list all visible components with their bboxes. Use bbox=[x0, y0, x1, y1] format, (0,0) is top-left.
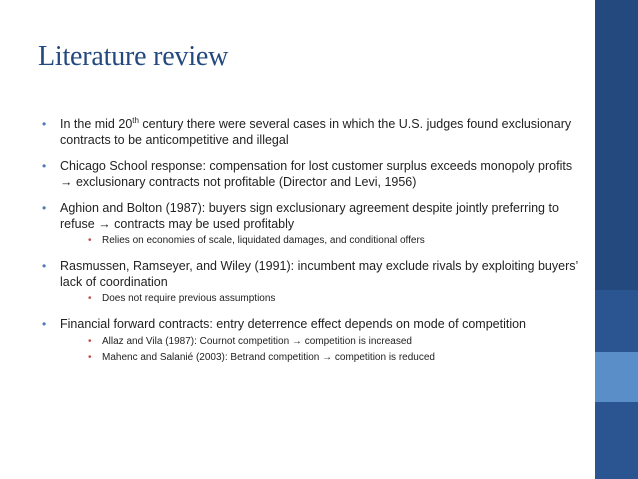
bullet-text: Chicago School response: compensation for lost customer surplus exceeds monopoly profits → exclusionary contracts not profitable (Director and Levi, 1956) bbox=[60, 159, 573, 189]
sub-bullet-text: Does not require previous assumptions bbox=[102, 293, 276, 304]
sub-bullet-icon: • bbox=[88, 351, 92, 363]
sub-bullet-item bbox=[60, 292, 578, 306]
bullet-item bbox=[38, 159, 578, 190]
bullet-item bbox=[38, 117, 578, 148]
bullet-list bbox=[38, 117, 578, 376]
bullet-icon: • bbox=[42, 117, 47, 131]
bullet-text: Aghion and Bolton (1987): buyers sign exclusionary agreement despite jointly preferring to refuse → contracts may be used profitably bbox=[60, 201, 559, 231]
sub-bullet-icon: • bbox=[88, 335, 92, 347]
sub-bullet-icon: • bbox=[88, 293, 92, 304]
bullet-text: Financial forward contracts: entry deterrence effect depends on mode of competition bbox=[60, 317, 526, 331]
sub-bullet-item bbox=[60, 351, 578, 365]
sub-bullet-text: Relies on economies of scale, liquidated damages, and conditional offers bbox=[102, 235, 425, 246]
bullet-icon: • bbox=[42, 201, 47, 215]
sidebar-block-highlight bbox=[595, 352, 638, 402]
sub-bullet-item bbox=[60, 335, 578, 349]
sidebar-block-bottom bbox=[595, 403, 638, 479]
bullet-icon: • bbox=[42, 259, 47, 273]
sub-bullet-item bbox=[60, 234, 578, 248]
sub-bullet-text: Allaz and Vila (1987): Cournot competition → competition is increased bbox=[102, 335, 412, 347]
bullet-icon: • bbox=[42, 159, 47, 173]
bullet-item bbox=[38, 201, 578, 248]
bullet-text: In the mid 20th century there were several cases in which the U.S. judges found exclusionary contracts to be anticompetitive and illegal bbox=[60, 115, 572, 147]
decorative-sidebar bbox=[595, 0, 638, 479]
sidebar-block-top bbox=[595, 0, 638, 290]
sub-bullet-icon: • bbox=[88, 235, 92, 246]
bullet-icon: • bbox=[42, 317, 47, 331]
bullet-text: Rasmussen, Ramseyer, and Wiley (1991): incumbent may exclude rivals by exploiting buyers’ lack of coordination bbox=[60, 259, 578, 289]
slide-title: Literature review bbox=[38, 41, 229, 72]
sub-bullet-text: Mahenc and Salanié (2003): Betrand competition → competition is reduced bbox=[102, 351, 435, 363]
bullet-item bbox=[38, 259, 578, 306]
bullet-item bbox=[38, 317, 578, 365]
